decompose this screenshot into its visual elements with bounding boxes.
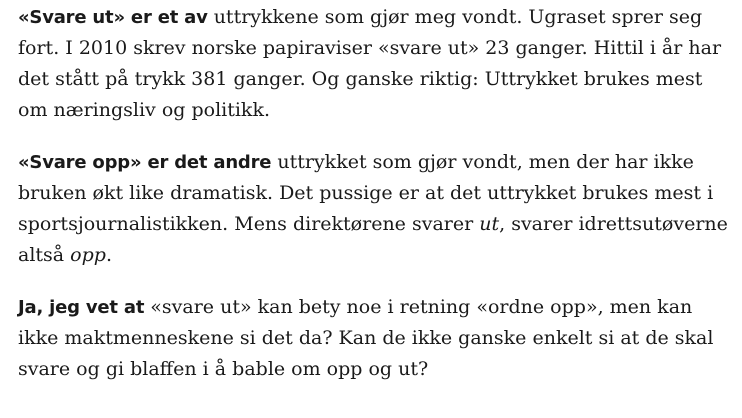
paragraph-ja-jeg-vet <box>18 292 740 385</box>
lead-in-text: «Svare opp» er det andre <box>18 152 272 173</box>
body-text: bruken økt like dramatisk. Det pussige er at det uttrykket brukes mest i <box>18 182 714 204</box>
paragraph-line <box>18 292 740 323</box>
paragraph-line <box>18 354 740 385</box>
paragraph-line <box>18 64 740 95</box>
paragraph-svare-opp <box>18 147 740 271</box>
paragraph-line <box>18 209 740 240</box>
lead-in-text: Ja, jeg vet at <box>18 297 145 318</box>
emphasis-text: opp <box>70 244 106 266</box>
paragraph-line <box>18 147 740 178</box>
body-text: «svare ut» kan bety noe i retning «ordne opp», men kan <box>144 296 693 318</box>
body-text: svare og gi blaffen i å bable om opp og ut? <box>18 358 429 380</box>
paragraph-line <box>18 323 740 354</box>
paragraph-line <box>18 95 740 126</box>
body-text: uttrykkene som gjør meg vondt. Ugraset sprer seg <box>207 6 703 28</box>
paragraph-line <box>18 178 740 209</box>
article-body <box>18 0 740 406</box>
body-text: ikke maktmenneskene si det da? Kan de ikke ganske enkelt si at de skal <box>18 327 714 349</box>
paragraph-line <box>18 240 740 271</box>
lead-in-text: «Svare ut» er et av <box>18 7 208 28</box>
body-text: , svarer idrettsutøverne <box>499 213 728 235</box>
emphasis-text: ut <box>479 213 500 235</box>
body-text: fort. I 2010 skrev norske papiraviser «svare ut» 23 ganger. Hittil i år har <box>18 37 722 59</box>
body-text: altså <box>18 244 71 266</box>
paragraph-line <box>18 2 740 33</box>
paragraph-line <box>18 33 740 64</box>
body-text: . <box>105 244 112 266</box>
body-text: sportsjournalistikken. Mens direktørene svarer <box>18 213 480 235</box>
body-text: uttrykket som gjør vondt, men der har ikke <box>271 151 694 173</box>
paragraph-svare-ut <box>18 2 740 126</box>
body-text: om næringsliv og politikk. <box>18 99 271 121</box>
body-text: det stått på trykk 381 ganger. Og ganske riktig: Uttrykket brukes mest <box>18 68 703 90</box>
